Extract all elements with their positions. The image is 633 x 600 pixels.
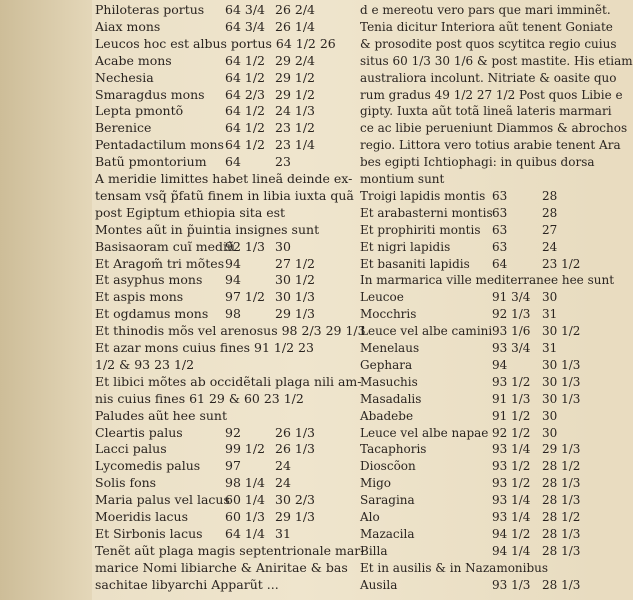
longitude-value: 93 1/3	[492, 577, 531, 592]
text-line: bes egipti Ichtiophagi: in quibus dorsa	[360, 155, 595, 170]
latitude-value: 26 2/4	[275, 2, 315, 17]
place-name: Leuce vel albe napae	[360, 425, 489, 440]
longitude-value: 93 1/4	[492, 493, 531, 508]
latitude-value: 23 1/2	[542, 256, 581, 271]
place-name: Masuchis	[360, 374, 418, 389]
place-name: Tacaphoris	[360, 442, 427, 457]
longitude-value: 64 1/2	[225, 137, 265, 153]
longitude-value: 99 1/2	[225, 441, 265, 457]
longitude-value: 64	[225, 154, 241, 170]
longitude-value: 63	[492, 205, 508, 220]
longitude-value: 94 1/4	[492, 543, 531, 558]
longitude-value: 64 1/2	[225, 120, 265, 136]
longitude-value: 93 1/4	[492, 510, 531, 524]
latitude-value: 29 1/3	[275, 306, 315, 322]
latitude-value: 30 1/3	[542, 357, 581, 372]
place-name: Et arabasterni montis	[360, 205, 493, 220]
longitude-value: 63	[492, 188, 508, 203]
text-line: sachitae libyarchi Apparũt ...	[95, 576, 279, 592]
text-line: ce ac libie perueniunt Diammos & abrochos	[360, 121, 628, 136]
place-name: Mocchris	[360, 307, 417, 322]
text-line: Leucos hoc est albus portus 64 1/2 26	[95, 35, 336, 51]
place-name: Batũ pmontorium	[95, 154, 207, 170]
longitude-value: 94	[492, 357, 508, 372]
text-line: montium sunt	[360, 172, 445, 186]
place-name: Smaragdus mons	[95, 86, 205, 102]
longitude-value: 64 3/4	[225, 2, 265, 17]
longitude-value: 60 1/3	[225, 509, 265, 524]
longitude-value: 94	[225, 272, 241, 288]
text-line: rum gradus 49 1/2 27 1/2 Post quos Libie e	[360, 87, 623, 102]
latitude-value: 30 1/3	[542, 374, 581, 389]
longitude-value: 93 1/4	[492, 442, 531, 457]
latitude-value: 27	[542, 222, 558, 237]
place-name: Et nigri lapidis	[360, 239, 451, 254]
text-line: A meridie limittes habet lineã deinde ex-	[95, 171, 353, 186]
text-line: & prosodite post quos scytitca regio cuius	[360, 36, 617, 51]
text-line: tensam vsq̃ p̃fatũ finem in libia iuxta quã	[95, 187, 354, 203]
latitude-value: 30	[542, 425, 558, 440]
longitude-value: 93 1/2	[492, 374, 531, 389]
place-name: Troigi lapidis montis	[360, 188, 486, 203]
text-line: marice Nomi libiarche & Aniritae & bas	[95, 559, 348, 575]
place-name: Berenice	[95, 120, 152, 136]
longitude-value: 94	[225, 255, 241, 271]
longitude-value: 64	[492, 256, 508, 271]
longitude-value: 64 1/2	[225, 69, 265, 85]
longitude-value: 64 1/4	[225, 525, 265, 541]
text-line: Tenẽt aũt plaga magis septentrionale mar-	[95, 542, 365, 558]
longitude-value: 91 1/3	[492, 391, 531, 406]
text-line: situs 60 1/3 30 1/6 & post mastite. His etiam	[360, 53, 633, 68]
place-name: Billa	[360, 543, 388, 558]
latitude-value: 23 1/4	[275, 137, 315, 153]
text-line: Et azar mons cuius fines 91 1/2 23	[95, 340, 314, 355]
longitude-value: 92 1/3	[492, 307, 531, 322]
latitude-value: 26 1/3	[275, 424, 315, 440]
longitude-value: 93 1/2	[492, 459, 531, 474]
latitude-value: 31	[275, 525, 291, 541]
place-name: Acabe mons	[95, 52, 172, 68]
latitude-value: 28 1/3	[542, 526, 581, 541]
longitude-value: 91 3/4	[492, 290, 531, 305]
text-line: regio. Littora vero totius arabie tenent Ara	[360, 138, 621, 153]
place-name: Alo	[360, 510, 380, 524]
place-name: Saragina	[360, 493, 415, 508]
latitude-value: 24 1/3	[275, 103, 315, 119]
longitude-value: 92 1/3	[225, 238, 265, 254]
longitude-value: 93 1/6	[492, 324, 531, 339]
latitude-value: 28 1/3	[542, 543, 581, 558]
latitude-value: 30 1/2	[542, 324, 581, 339]
text-line: Montes aũt in p̃uintia insignes sunt	[95, 221, 320, 237]
text-line: Et in ausilis & in Nazamonibus	[360, 560, 549, 575]
latitude-value: 29 1/2	[275, 86, 315, 102]
place-name: Leuce vel albe camini	[360, 324, 493, 339]
longitude-value: 94 1/2	[492, 526, 531, 541]
text-line: Et libici mõtes ab occidẽtali plaga nili am-	[95, 373, 362, 389]
place-name: Philoteras portus	[95, 2, 205, 17]
place-name: Basisaoram cuĩ mediũ	[95, 238, 236, 254]
latitude-value: 24	[542, 239, 558, 254]
place-name: Dioscõon	[360, 459, 416, 474]
place-name: Et Aragom̃ tri mõtes	[95, 255, 225, 271]
latitude-value: 31	[542, 307, 558, 322]
place-name: Masadalis	[360, 391, 422, 406]
place-name: Lepta pmontõ	[95, 103, 184, 119]
text-line: Et thinodis mõs vel arenosus 98 2/3 29 1/3	[95, 323, 366, 339]
place-name: Maria palus vel lacus	[95, 492, 230, 508]
latitude-value: 28 1/2	[542, 510, 581, 524]
latitude-value: 29 1/2	[275, 69, 315, 85]
text-line: In marmarica ville mediterranee hee sunt	[360, 273, 615, 288]
longitude-value: 64 1/2	[225, 52, 265, 68]
latitude-value: 29 2/4	[275, 52, 315, 68]
longitude-value: 63	[492, 222, 508, 237]
longitude-value: 63	[492, 239, 508, 254]
text-line: gipty. Iuxta aũt totã lineã lateris marmari	[360, 104, 612, 119]
latitude-value: 29 1/3	[542, 442, 581, 457]
latitude-value: 23 1/2	[275, 120, 315, 136]
latitude-value: 30 2/3	[275, 492, 315, 508]
longitude-value: 92	[225, 424, 241, 440]
latitude-value: 30	[542, 290, 558, 305]
latitude-value: 30 1/3	[275, 289, 315, 305]
longitude-value: 97	[225, 458, 241, 474]
latitude-value: 28	[542, 205, 558, 220]
longitude-value: 64 3/4	[225, 18, 265, 34]
latitude-value: 30 1/2	[275, 272, 315, 288]
longitude-value: 64 2/3	[225, 86, 265, 102]
place-name: Lycomedis palus	[95, 458, 201, 474]
latitude-value: 24	[275, 475, 291, 491]
place-name: Et Sirbonis lacus	[95, 525, 203, 541]
latitude-value: 26 1/3	[275, 441, 315, 457]
place-name: Cleartis palus	[95, 424, 183, 440]
latitude-value: 28 1/3	[542, 577, 581, 592]
longitude-value: 93 1/2	[492, 476, 531, 491]
latitude-value: 30	[542, 408, 558, 423]
latitude-value: 23	[275, 154, 291, 170]
place-name: Et asyphus mons	[95, 272, 203, 288]
place-name: Solis fons	[95, 475, 157, 491]
place-name: Leucoe	[360, 290, 404, 305]
place-name: Mazacila	[360, 526, 415, 541]
place-name: Et basaniti lapidis	[360, 256, 470, 271]
latitude-value: 28	[542, 188, 558, 203]
place-name: Et prophiriti montis	[360, 222, 481, 237]
longitude-value: 97 1/2	[225, 289, 265, 305]
text-line: australiora incolunt. Nitriate & oasite quo	[360, 70, 617, 85]
longitude-value: 98	[225, 306, 241, 322]
latitude-value: 28 1/3	[542, 476, 581, 491]
text-line: Tenia dicitur Interiora aũt tenent Goniate	[360, 19, 613, 34]
place-name: Et aspis mons	[95, 289, 184, 305]
place-name: Migo	[360, 476, 392, 491]
text-line: nis cuius fines 61 29 & 60 23 1/2	[95, 390, 304, 406]
place-name: Et ogdamus mons	[95, 306, 209, 322]
latitude-value: 26 1/4	[275, 18, 315, 34]
text-line: Paludes aũt hee sunt	[95, 407, 227, 423]
place-name: Abadebe	[360, 408, 414, 423]
longitude-value: 60 1/4	[225, 492, 265, 508]
latitude-value: 28 1/3	[542, 493, 581, 508]
longitude-value: 64 1/2	[225, 103, 265, 119]
longitude-value: 91 1/2	[492, 408, 531, 423]
longitude-value: 92 1/2	[492, 425, 531, 440]
latitude-value: 30	[275, 238, 291, 254]
latitude-value: 31	[542, 341, 558, 355]
longitude-value: 93 3/4	[492, 341, 531, 355]
place-name: Nechesia	[95, 69, 154, 85]
place-name: Moeridis lacus	[95, 509, 188, 524]
latitude-value: 29 1/3	[275, 509, 315, 524]
place-name: Lacci palus	[95, 441, 167, 457]
place-name: Ausila	[360, 577, 398, 592]
latitude-value: 27 1/2	[275, 255, 315, 271]
text-line: d e mereotu vero pars que mari imminẽt.	[360, 3, 611, 17]
longitude-value: 98 1/4	[225, 475, 265, 491]
place-name: Menelaus	[360, 341, 420, 355]
place-name: Pentadactilum mons	[95, 137, 224, 153]
latitude-value: 24	[275, 458, 291, 474]
place-name: Gephara	[360, 357, 413, 372]
text-line: 1/2 & 93 23 1/2	[95, 356, 195, 372]
latitude-value: 28 1/2	[542, 459, 581, 474]
latitude-value: 30 1/3	[542, 391, 581, 406]
page-gutter	[0, 0, 92, 600]
text-line: post Egiptum ethiopia sita est	[95, 204, 286, 220]
place-name: Aiax mons	[95, 18, 161, 34]
